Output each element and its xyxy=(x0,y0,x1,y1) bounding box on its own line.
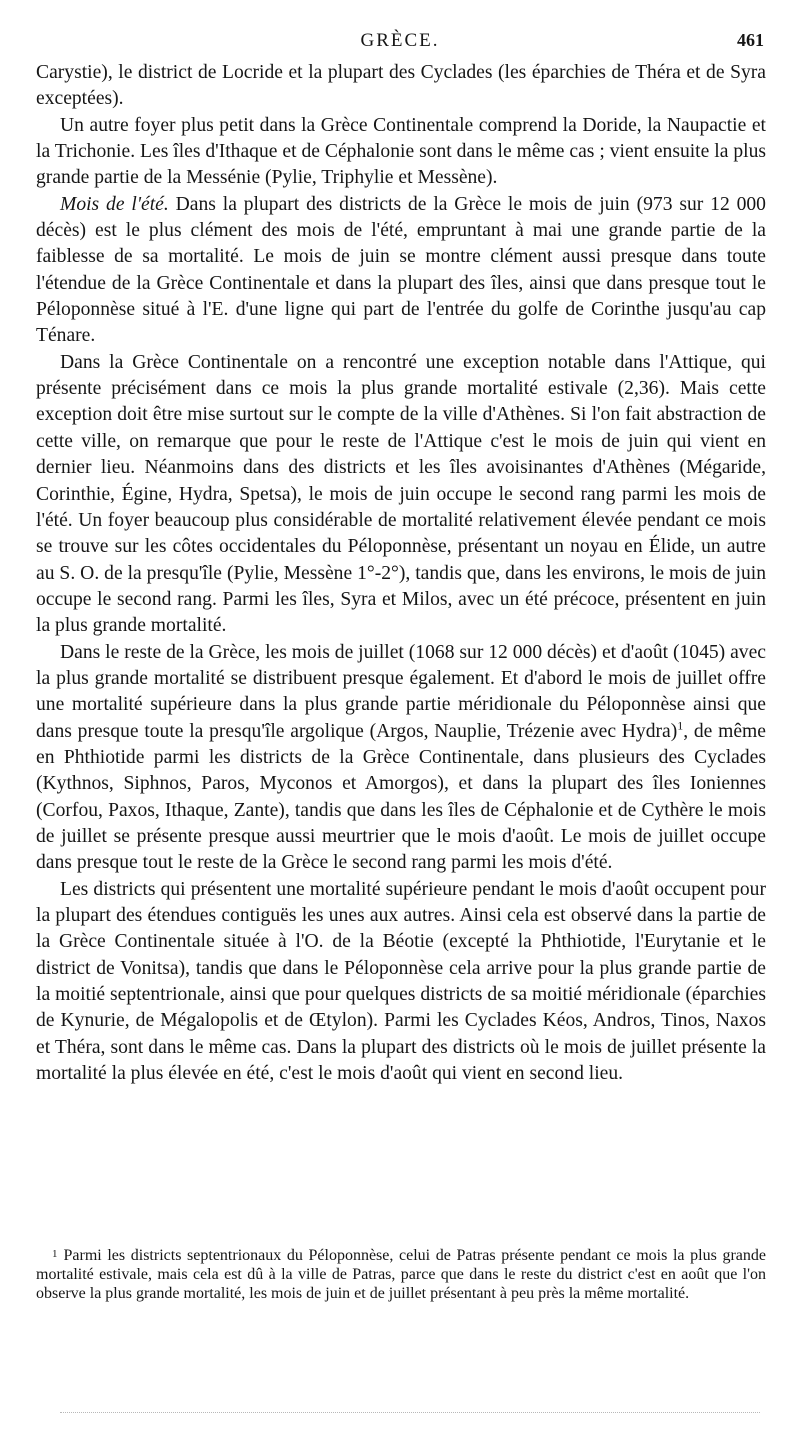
running-title: GRÈCE. xyxy=(360,30,440,51)
page-number: 461 xyxy=(737,30,764,50)
section-lead: Mois de l'été. xyxy=(60,193,169,215)
paragraph-text: Les districts qui présentent une mortalité supérieure pendant le mois d'août occupent pour la plupart des étendues contiguës les unes aux autres. Ainsi cela est observé dans la partie de la Grèce Continentale située à l'O. de la Béotie (excepté la Phthiotide, l'Eurytanie et le district de Vonitsa), tandis que dans le Péloponnèse cela arrive pour la plus grande partie de la moitié septentrionale, ainsi que pour quelques districts de sa moitié méridionale (éparchies de Kynurie, de Mégalopolis et de Œtylon). Parmi les Cyclades Kéos, Andros, Tinos, Naxos et Théra, sont dans le même cas. Dans la plupart des districts où le mois de juillet présente la mortalité la plus élevée en été, c'est le mois d'août qui vient en second lieu. xyxy=(36,878,766,1085)
main-text xyxy=(36,60,766,1087)
footnote-marker: 1 xyxy=(52,1248,58,1260)
footnote-reference: 1 xyxy=(677,718,684,733)
paragraph-text: Dans le reste de la Grèce, les mois de juillet (1068 sur 12 000 décès) et d'août (1045) avec la plus grande mortalité se distribuent presque également. Et d'abord le mois de juillet offre une mortalité supérieure dans la plus grande partie méridionale du Péloponnèse ainsi que dans presque toute la presqu'île argolique (Argos, Nauplie, Trézenie avec Hydra) xyxy=(36,641,766,742)
bleed-through-line xyxy=(60,1412,760,1414)
paragraph-summer-months xyxy=(36,192,766,350)
paragraph xyxy=(36,113,766,192)
paragraph-text: Dans la plupart des districts de la Grèce le mois de juin (973 sur 12 000 décès) est le plus clément des mois de l'été, empruntant à mai une grande partie de la faiblesse de sa mortalité. Le mois de juin se montre clément aussi presque dans toute l'étendue de la Grèce Continentale et dans la plupart des îles, ainsi que dans presque tout le Péloponnèse situé à l'E. d'une ligne qui part de l'entrée du golfe de Corinthe jusqu'au cap Ténare. xyxy=(36,193,766,347)
paragraph-with-footnote-ref xyxy=(36,640,766,877)
footnotes xyxy=(36,1245,766,1303)
paragraph xyxy=(36,350,766,640)
running-head xyxy=(0,30,800,54)
footnote xyxy=(36,1245,766,1303)
footnote-text: Parmi les districts septentrionaux du Péloponnèse, celui de Patras présente pendant ce mois la plus grande mortalité estivale, mais cela est dû à la ville de Patras, parce que dans le reste du district c'est en août que l'on observe la plus grande mortalité, les mois de juin et de juillet présentant à peu près la même mortalité. xyxy=(36,1247,766,1302)
paragraph-continuation xyxy=(36,60,766,113)
paragraph-text: Dans la Grèce Continentale on a rencontré une exception notable dans l'Attique, qui présente précisément dans ce mois la plus grande mortalité estivale (2,36). Mais cette exception doit être mise surtout sur le compte de la ville d'Athènes. Si l'on fait abstraction de cette ville, on remarque que pour le reste de l'Attique c'est le mois de juin qui vient en dernier lieu. Néanmoins dans des districts et les îles avoisinantes d'Athènes (Mégaride, Corinthie, Égine, Hydra, Spetsa), le mois de juin occupe le second rang parmi les mois de l'été. Un foyer beaucoup plus considérable de mortalité relativement élevée pendant ce mois se trouve sur les côtes occidentales du Péloponnèse, présentant un noyau en Élide, un autre au S. O. de la presqu'île (Pylie, Messène 1°-2°), tandis que, dans les environs, le mois de juin occupe le second rang. Parmi les îles, Syra et Milos, avec un été précoce, présentent en juin la plus grande mortalité. xyxy=(36,351,766,637)
paragraph-text: Carystie), le district de Locride et la plupart des Cyclades (les éparchies de Théra et de Syra exceptées). xyxy=(36,62,766,110)
paragraph-text: , de même en Phthiotide parmi les districts de la Grèce Continentale, dans plusieurs des Cyclades (Kythnos, Siphnos, Paros, Myconos et Amorgos), et dans la plupart des îles Ioniennes (Corfou, Paxos, Ithaque, Zante), tandis que dans les îles de Céphalonie et de Cythère le mois de juillet se présente presque aussi meurtrier que le mois d'août. Le mois de juillet occupe dans presque tout le reste de la Grèce le second rang parmi les mois d'été. xyxy=(36,720,766,874)
paragraph-text: Un autre foyer plus petit dans la Grèce Continentale comprend la Doride, la Naupactie et la Trichonie. Les îles d'Ithaque et de Céphalonie sont dans le même cas ; vient ensuite la plus grande partie de la Messénie (Pylie, Triphylie et Messène). xyxy=(36,114,766,189)
paragraph xyxy=(36,877,766,1088)
